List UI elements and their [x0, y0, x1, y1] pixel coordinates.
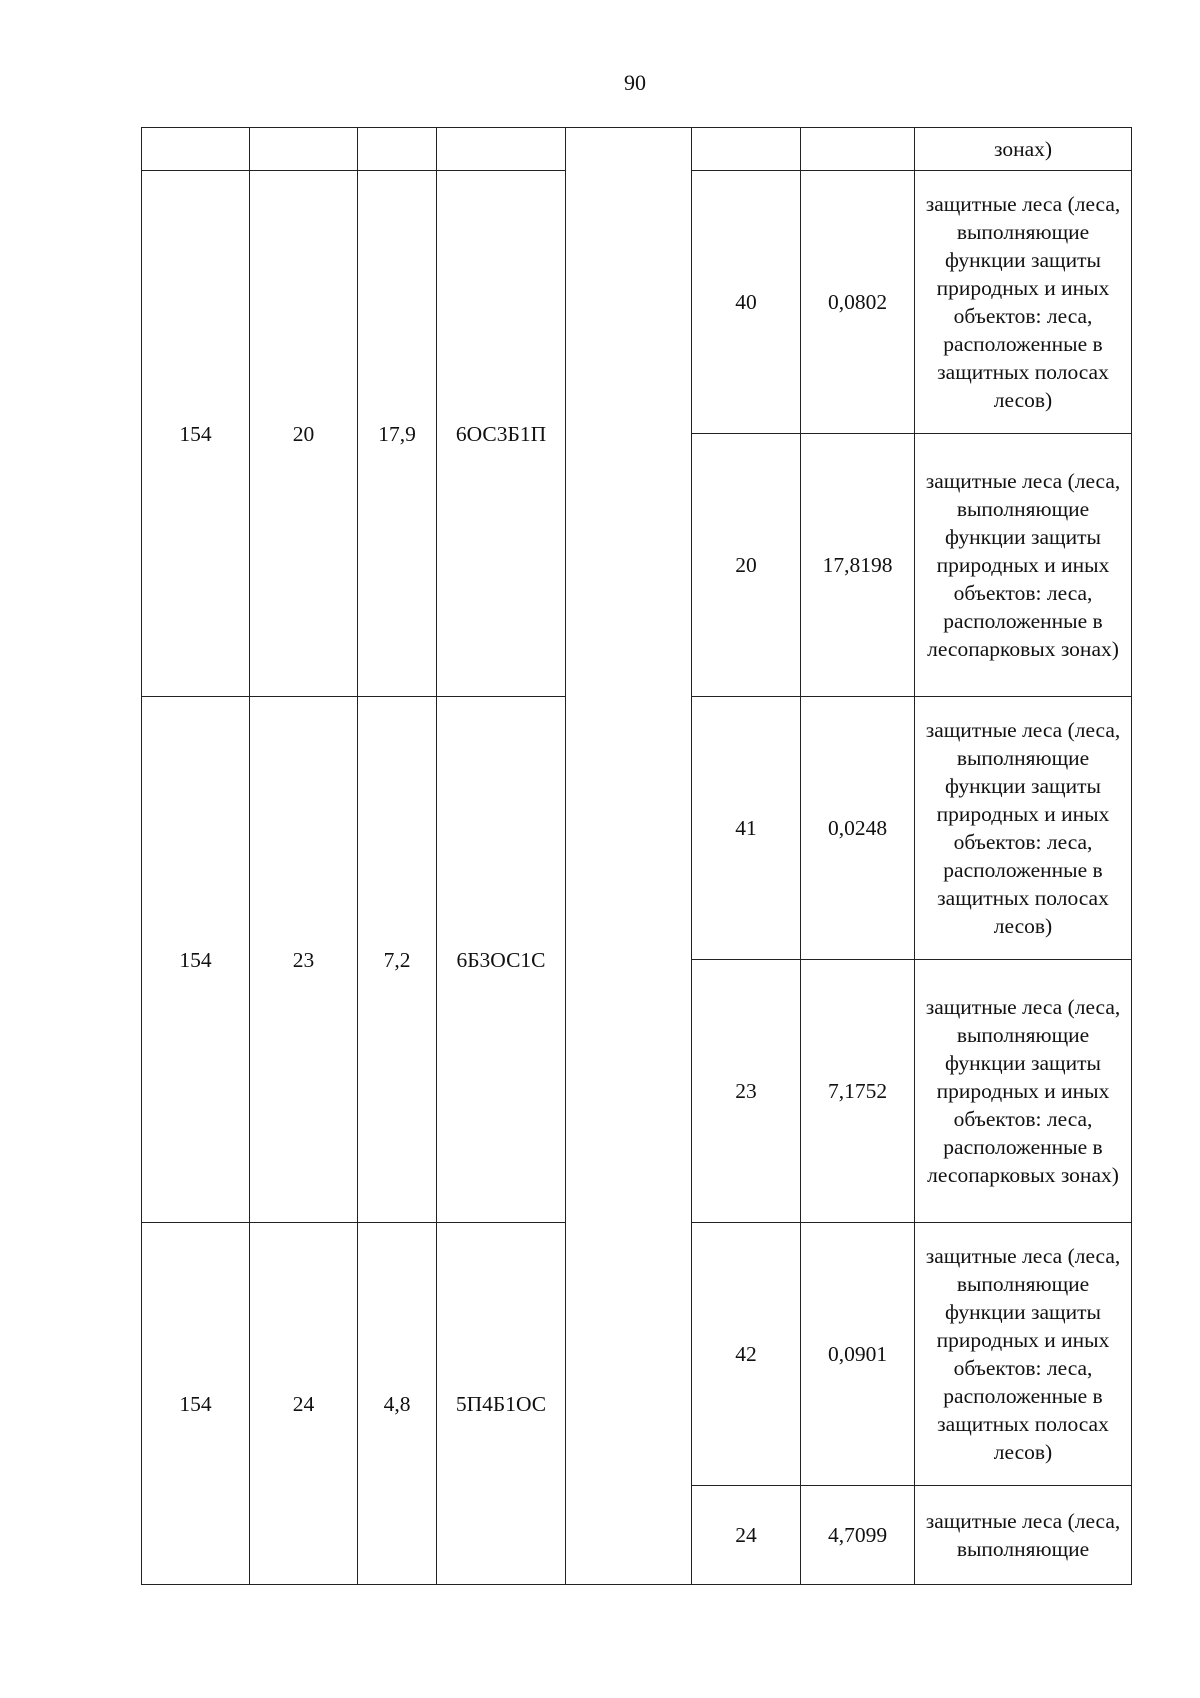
blank-column-cell	[566, 128, 692, 1585]
sub-area-cell: 4,7099	[801, 1486, 915, 1585]
area-cell: 17,9	[358, 171, 437, 697]
composition-cell: 6Б3ОС1С	[437, 697, 566, 1223]
sub-area-cell: 0,0802	[801, 171, 915, 434]
table-container	[141, 127, 1132, 1585]
sub-area-cell: 17,8198	[801, 434, 915, 697]
sub-number-cell: 42	[692, 1223, 801, 1486]
area-cell: 7,2	[358, 697, 437, 1223]
quarter-cell: 154	[142, 697, 250, 1223]
description-cell: защитные леса (леса, выполняющие функции защиты природных и иных объектов: леса, расположенные в защитных полосах лесов)	[915, 171, 1132, 434]
sub-area-cell: 0,0901	[801, 1223, 915, 1486]
allotment-cell: 23	[250, 697, 358, 1223]
area-cell: 4,8	[358, 1223, 437, 1585]
table-cell	[142, 128, 250, 171]
description-cell: защитные леса (леса, выполняющие	[915, 1486, 1132, 1585]
composition-cell: 6ОС3Б1П	[437, 171, 566, 697]
description-cell: защитные леса (леса, выполняющие функции защиты природных и иных объектов: леса, расположенные в защитных полосах лесов)	[915, 697, 1132, 960]
quarter-cell: 154	[142, 171, 250, 697]
description-cell: зонах)	[915, 128, 1132, 171]
sub-area-cell: 7,1752	[801, 960, 915, 1223]
table-row-continuation	[142, 128, 1132, 171]
sub-area-cell: 0,0248	[801, 697, 915, 960]
description-cell: защитные леса (леса, выполняющие функции защиты природных и иных объектов: леса, расположенные в лесопарковых зонах)	[915, 434, 1132, 697]
allotment-cell: 24	[250, 1223, 358, 1585]
allotment-cell: 20	[250, 171, 358, 697]
table-cell	[801, 128, 915, 171]
table-cell	[358, 128, 437, 171]
composition-cell: 5П4Б1ОС	[437, 1223, 566, 1585]
description-cell: защитные леса (леса, выполняющие функции защиты природных и иных объектов: леса, расположенные в лесопарковых зонах)	[915, 960, 1132, 1223]
forest-plot-table	[141, 127, 1132, 1585]
description-cell: защитные леса (леса, выполняющие функции защиты природных и иных объектов: леса, расположенные в защитных полосах лесов)	[915, 1223, 1132, 1486]
sub-number-cell: 20	[692, 434, 801, 697]
quarter-cell: 154	[142, 1223, 250, 1585]
sub-number-cell: 40	[692, 171, 801, 434]
sub-number-cell: 24	[692, 1486, 801, 1585]
table-cell	[692, 128, 801, 171]
table-cell	[250, 128, 358, 171]
sub-number-cell: 41	[692, 697, 801, 960]
table-cell	[437, 128, 566, 171]
page-number: 90	[624, 70, 646, 95]
sub-number-cell: 23	[692, 960, 801, 1223]
